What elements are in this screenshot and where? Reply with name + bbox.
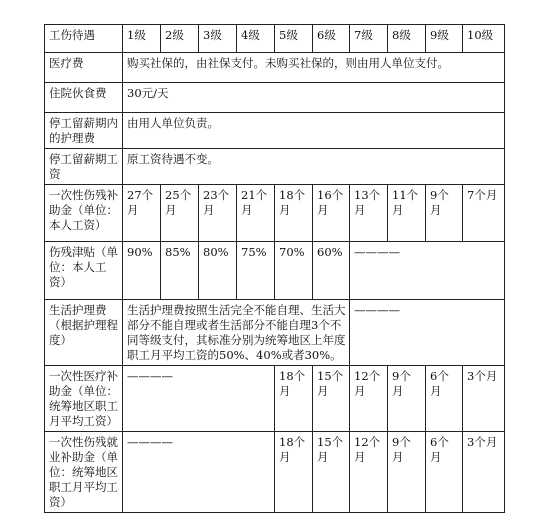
- nursing-stop-label: 停工留薪期内的护理费: [45, 113, 123, 149]
- medical-lump-label: 一次性医疗补助金（单位：统筹地区职工月平均工资）: [45, 366, 123, 432]
- allowance-value: 60%: [313, 242, 350, 300]
- employment-lump-dash: ————: [123, 432, 275, 513]
- medical-lump-value: 15个月: [313, 366, 350, 432]
- table-row-disability-allowance: [45, 242, 505, 300]
- header-label-cell: 工伤待遇: [45, 25, 123, 53]
- meal-label: 住院伙食费: [45, 83, 123, 113]
- allowance-value: 70%: [275, 242, 313, 300]
- disability-lump-value: 7个月: [463, 185, 505, 242]
- life-care-text: 生活护理费按照生活完全不能自理、生活大部分不能自理或者生活部分不能自理3个不同等级支付，其标准分别为统筹地区上年度职工月平均工资的50%、40%或者30%。: [123, 300, 350, 366]
- table-row-medical: [45, 53, 505, 83]
- allowance-value: 85%: [161, 242, 199, 300]
- employment-lump-value: 9个月: [388, 432, 426, 513]
- table-row-life-care: [45, 300, 505, 366]
- level-5-header: 5级: [275, 25, 313, 53]
- allowance-value: 80%: [199, 242, 237, 300]
- level-7-header: 7级: [350, 25, 388, 53]
- level-4-header: 4级: [237, 25, 275, 53]
- medical-lump-dash: ————: [123, 366, 275, 432]
- disability-lump-value: 18个月: [275, 185, 313, 242]
- nursing-stop-text: 由用人单位负责。: [123, 113, 505, 149]
- meal-text: 30元/天: [123, 83, 505, 113]
- table-row-employment-lump: [45, 432, 505, 513]
- table-row-meal: [45, 83, 505, 113]
- medical-lump-value: 3个月: [463, 366, 505, 432]
- life-care-label: 生活护理费（根据护理程度）: [45, 300, 123, 366]
- medical-label: 医疗费: [45, 53, 123, 83]
- benefits-document: [44, 24, 504, 513]
- level-10-header: 10级: [463, 25, 505, 53]
- table-row-nursing-stop: [45, 113, 505, 149]
- employment-lump-value: 3个月: [463, 432, 505, 513]
- table-row-medical-lump: [45, 366, 505, 432]
- allowance-value: 75%: [237, 242, 275, 300]
- employment-lump-value: 18个月: [275, 432, 313, 513]
- employment-lump-value: 6个月: [426, 432, 463, 513]
- employment-lump-label: 一次性伤残就业补助金（单位：统筹地区职工月平均工资）: [45, 432, 123, 513]
- disability-lump-value: 21个月: [237, 185, 275, 242]
- table-row-disability-lump: [45, 185, 505, 242]
- injury-benefits-table: [44, 24, 505, 513]
- level-3-header: 3级: [199, 25, 237, 53]
- disability-lump-value: 23个月: [199, 185, 237, 242]
- life-care-rest-dash: ————: [350, 300, 505, 366]
- disability-allowance-label: 伤残津贴（单位：本人工资）: [45, 242, 123, 300]
- table-row-header: [45, 25, 505, 53]
- disability-lump-value: 13个月: [350, 185, 388, 242]
- salary-stop-label: 停工留薪期工资: [45, 149, 123, 185]
- level-2-header: 2级: [161, 25, 199, 53]
- disability-lump-value: 25个月: [161, 185, 199, 242]
- medical-lump-value: 6个月: [426, 366, 463, 432]
- disability-lump-value: 9个月: [426, 185, 463, 242]
- medical-lump-value: 18个月: [275, 366, 313, 432]
- employment-lump-value: 12个月: [350, 432, 388, 513]
- medical-text: 购买社保的，由社保支付。未购买社保的，则由用人单位支付。: [123, 53, 505, 83]
- employment-lump-value: 15个月: [313, 432, 350, 513]
- medical-lump-value: 9个月: [388, 366, 426, 432]
- level-1-header: 1级: [123, 25, 161, 53]
- disability-lump-value: 27个月: [123, 185, 161, 242]
- salary-stop-text: 原工资待遇不变。: [123, 149, 505, 185]
- disability-lump-label: 一次性伤残补助金（单位：本人工资）: [45, 185, 123, 242]
- disability-lump-value: 11个月: [388, 185, 426, 242]
- medical-lump-value: 12个月: [350, 366, 388, 432]
- level-6-header: 6级: [313, 25, 350, 53]
- allowance-rest-dash: ————: [350, 242, 505, 300]
- disability-lump-value: 16个月: [313, 185, 350, 242]
- table-row-salary-stop: [45, 149, 505, 185]
- level-9-header: 9级: [426, 25, 463, 53]
- allowance-value: 90%: [123, 242, 161, 300]
- level-8-header: 8级: [388, 25, 426, 53]
